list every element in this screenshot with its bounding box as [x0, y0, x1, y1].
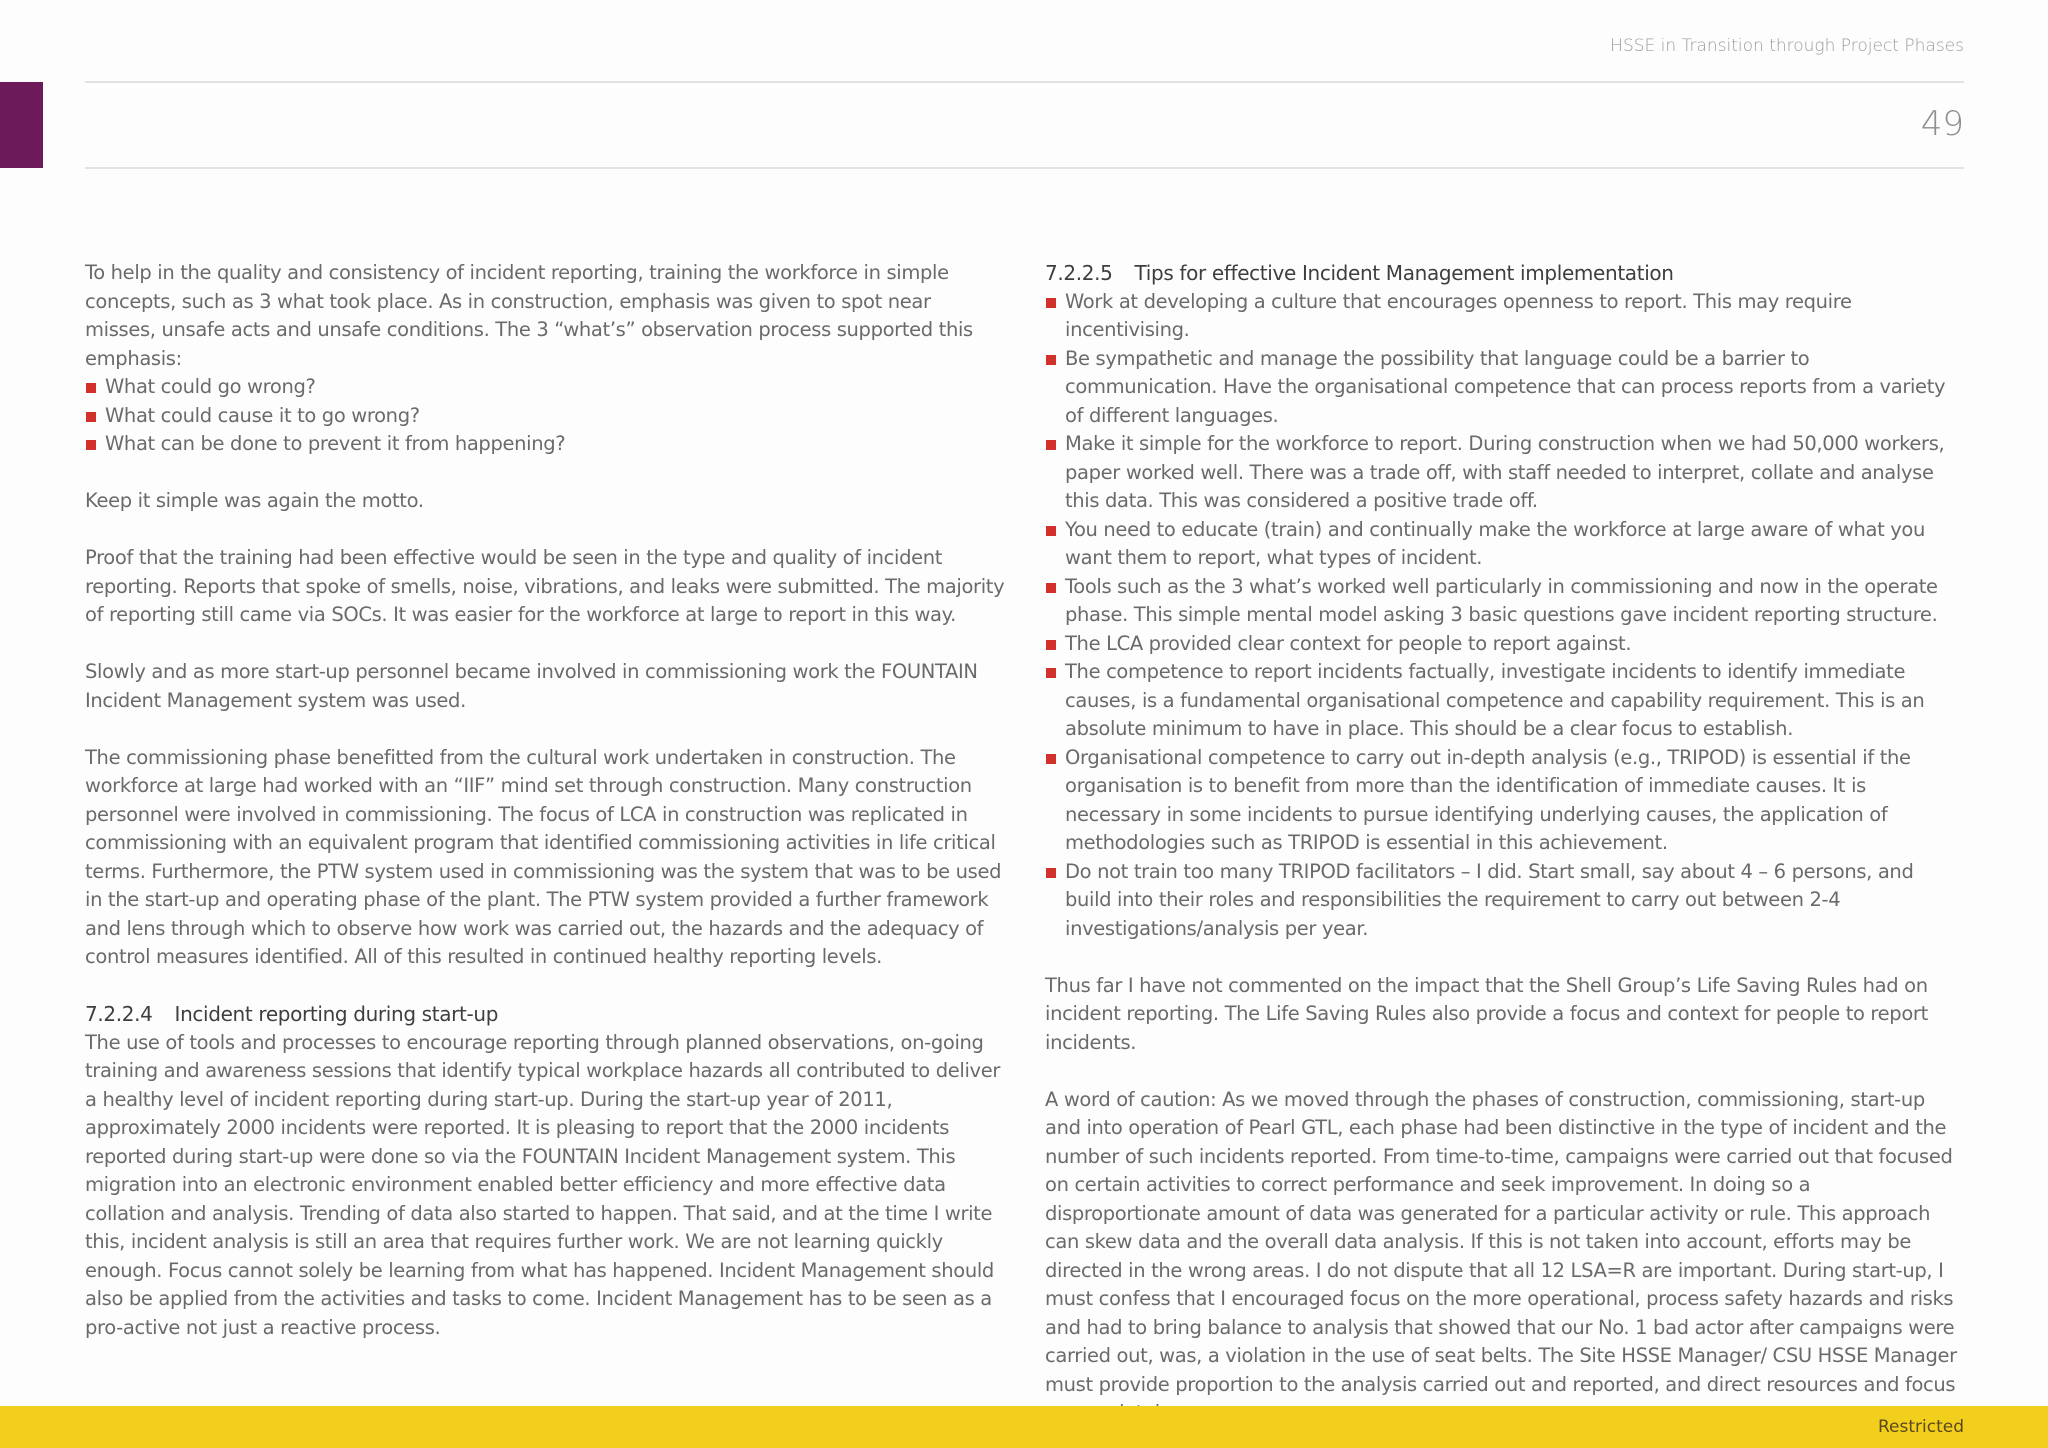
life-saving-rules-paragraph: Thus far I have not commented on the impact that the Shell Group’s Life Saving Rules had on incident reporting. The Life Saving Rules also provide a focus and context for people to report incidents. [1045, 973, 1928, 1054]
startup-paragraph: The use of tools and processes to encourage reporting through planned observations, on-going training and awareness sessions that identify typical workplace hazards all contributed to deliver a healthy level of incident reporting during start-up. During the start-up year of 2011, approximately 2000 incidents were reported. It is pleasing to report that the 2000 incidents reported during start-up were done so via the FOUNTAIN Incident Management system. This migration into an electronic environment enabled better efficiency and more effective data collation and analysis. Trending of data also started to happen. That said, and at the time I write this, incident analysis is still an area that requires further work. We are not learning quickly enough. Focus cannot solely be learning from what has happened. Incident Management should also be applied from the activities and tasks to come. Incident Management has to be seen as a pro-active not just a reactive process. [85, 1030, 1001, 1339]
header-rule-top [85, 81, 1964, 83]
accent-bar [0, 82, 43, 168]
section-number: 7.2.2.4 [85, 1002, 153, 1026]
list-item: Work at developing a culture that encourages openness to report. This may require incentivising. [1045, 288, 1965, 345]
running-header: HSSE in Transition through Project Phases [1610, 36, 1964, 56]
list-item: Organisational competence to carry out in-depth analysis (e.g., TRIPOD) is essential if the organisation is to benefit from more than the identification of immediate causes. It is necessary in some incidents to pursue identifying underlying causes, the application of methodologies such as TRIPOD is essential in this achievement. [1045, 744, 1965, 858]
list-item: Do not train too many TRIPOD facilitators – I did. Start small, say about 4 – 6 persons, and build into their roles and responsibilities the requirement to carry out between 2-4 investigations/analysis per year. [1045, 858, 1965, 944]
fountain-paragraph: Slowly and as more start-up personnel became involved in commissioning work the FOUNTAIN Incident Management system was used. [85, 660, 978, 712]
section-title: Incident reporting during start-up [174, 1002, 499, 1026]
list-item: The competence to report incidents factually, investigate incidents to identify immediate causes, is a fundamental organisational competence and capability requirement. This is an absolute minimum to have in place. This should be a clear focus to establish. [1045, 658, 1965, 744]
left-column [85, 259, 1005, 1342]
header-rule-bottom [85, 167, 1964, 169]
list-item: Tools such as the 3 what’s worked well particularly in commissioning and now in the operate phase. This simple mental model asking 3 basic questions gave incident reporting structure. [1045, 573, 1965, 630]
list-item: What could go wrong? [85, 373, 1005, 402]
list-item: You need to educate (train) and continually make the workforce at large aware of what you want them to report, what types of incident. [1045, 516, 1965, 573]
list-item: What could cause it to go wrong? [85, 402, 1005, 431]
list-item: Be sympathetic and manage the possibility that language could be a barrier to communication. Have the organisational competence that can process reports from a variety of different languages. [1045, 345, 1965, 431]
proof-paragraph: Proof that the training had been effective would be seen in the type and quality of incident reporting. Reports that spoke of smells, noise, vibrations, and leaks were submitted. The majority of reporting still came via SOCs. It was easier for the workforce at large to report in this way. [85, 546, 1005, 626]
commissioning-paragraph: The commissioning phase benefitted from the cultural work undertaken in construction. The workforce at large had worked with an “IIF” mind set through construction. Many construction personnel were involved in commissioning. The focus of LCA in construction was replicated in commissioning with an equivalent program that identified commissioning activities in life critical terms. Furthermore, the PTW system used in commissioning was the system that was to be used in the start-up and operating phase of the plant. The PTW system provided a further framework and lens through which to observe how work was carried out, the hazards and the adequacy of control measures identified. All of this resulted in continued healthy reporting levels. [85, 745, 1002, 968]
section-number: 7.2.2.5 [1045, 261, 1113, 285]
section-heading-7-2-2-4 [85, 1000, 1005, 1029]
section-title: Tips for effective Incident Management implementation [1134, 261, 1674, 285]
section-heading-7-2-2-5 [1045, 259, 1965, 288]
caution-paragraph: A word of caution: As we moved through the phases of construction, commissioning, start-up and into operation of Pearl GTL, each phase had been distinctive in the type of incident and the number of such incidents reported. From time-to-time, campaigns were carried out that focused on certain activities to correct performance and seek improvement. In doing so a disproportionate amount of data was generated for a particular activity or rule. This approach can skew data and the overall data analysis. If this is not taken into account, efforts may be directed in the wrong areas. I do not dispute that all 12 LSA=R are important. During start-up, I must confess that I encouraged focus on the more operational, process safety hazards and risks and had to bring balance to analysis that showed that our No. 1 bad actor after campaigns were carried out, was, a violation in the use of seat belts. The Site HSSE Manager/ CSU HSSE Manager must provide proportion to the analysis carried out and reported, and direct resources and focus [1045, 1087, 1957, 1396]
list-item: What can be done to prevent it from happening? [85, 430, 1005, 459]
tips-list [1045, 288, 1965, 944]
question-list [85, 373, 1005, 459]
motto-paragraph: Keep it simple was again the motto. [85, 489, 424, 512]
intro-paragraph: To help in the quality and consistency of incident reporting, training the workforce in simple concepts, such as 3 what took place. As in construction, emphasis was given to spot near misses, unsafe acts and unsafe conditions. The 3 “what’s” observation process supported this emphasis: [85, 261, 973, 370]
right-column [1045, 259, 1965, 1428]
classification-label: Restricted [1877, 1417, 1964, 1437]
footer-band [0, 1406, 2048, 1448]
list-item: The LCA provided clear context for people to report against. [1045, 630, 1965, 659]
page-number: 49 [1920, 104, 1964, 144]
list-item: Make it simple for the workforce to report. During construction when we had 50,000 workers, paper worked well. There was a trade off, with staff needed to interpret, collate and analyse this data. This was considered a positive trade off. [1045, 430, 1965, 516]
